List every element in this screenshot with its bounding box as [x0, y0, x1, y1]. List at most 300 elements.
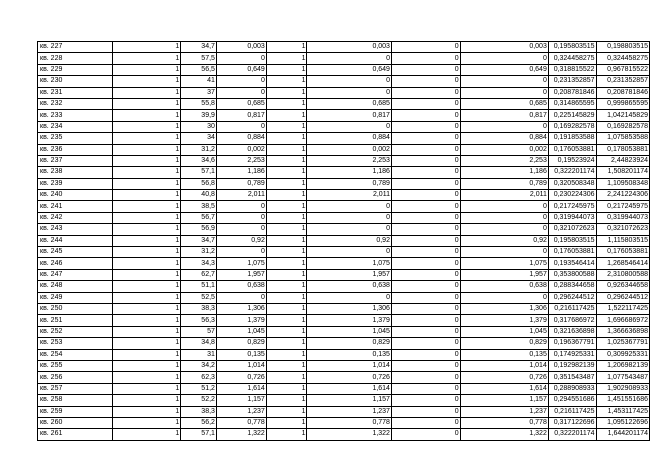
apartment-label-cell: кв. 251 — [38, 315, 113, 326]
apartment-label-cell: кв. 241 — [38, 201, 113, 212]
value-cell: 0,321072623 — [596, 224, 649, 235]
value-cell: 1 — [112, 121, 181, 132]
value-cell: 1,379 — [307, 315, 392, 326]
value-cell: 1 — [266, 224, 307, 235]
value-cell: 0 — [460, 247, 548, 258]
value-cell: 0 — [460, 212, 548, 223]
value-cell: 0 — [391, 281, 460, 292]
value-cell: 30 — [181, 121, 217, 132]
value-cell: 0 — [391, 144, 460, 155]
value-cell: 1,157 — [307, 395, 392, 406]
value-cell: 1 — [266, 121, 307, 132]
value-cell: 0,178053881 — [596, 144, 649, 155]
value-cell: 0 — [216, 247, 266, 258]
value-cell: 1 — [112, 429, 181, 440]
value-cell: 31 — [181, 349, 217, 360]
value-cell: 1 — [112, 212, 181, 223]
value-cell: 1 — [112, 326, 181, 337]
value-cell: 1,186 — [460, 167, 548, 178]
value-cell: 0,195803515 — [548, 235, 596, 246]
value-cell: 0,967815522 — [596, 64, 649, 75]
apartment-label-cell: кв. 247 — [38, 269, 113, 280]
value-cell: 1 — [266, 292, 307, 303]
value-cell: 0,19523924 — [548, 155, 596, 166]
value-cell: 2,011 — [216, 190, 266, 201]
value-cell: 0,778 — [307, 417, 392, 428]
value-cell: 1,186 — [307, 167, 392, 178]
value-cell: 0,884 — [460, 133, 548, 144]
value-cell: 1,115803515 — [596, 235, 649, 246]
apartment-label-cell: кв. 258 — [38, 395, 113, 406]
value-cell: 0,193546414 — [548, 258, 596, 269]
value-cell: 1 — [112, 360, 181, 371]
value-cell: 1 — [266, 76, 307, 87]
value-cell: 1,014 — [460, 360, 548, 371]
value-cell: 1,508201174 — [596, 167, 649, 178]
value-cell: 0 — [307, 292, 392, 303]
value-cell: 1 — [266, 53, 307, 64]
value-cell: 1,379 — [216, 315, 266, 326]
value-cell: 0 — [460, 201, 548, 212]
value-cell: 0 — [391, 87, 460, 98]
value-cell: 0,649 — [460, 64, 548, 75]
value-cell: 1 — [112, 292, 181, 303]
value-cell: 1 — [112, 303, 181, 314]
apartment-label-cell: кв. 234 — [38, 121, 113, 132]
value-cell: 0 — [391, 269, 460, 280]
value-cell: 0,135 — [307, 349, 392, 360]
value-cell: 1,522117425 — [596, 303, 649, 314]
value-cell: 1,045 — [307, 326, 392, 337]
table-row — [38, 395, 650, 406]
apartment-label-cell: кв. 236 — [38, 144, 113, 155]
value-cell: 0 — [391, 212, 460, 223]
value-cell: 1 — [266, 417, 307, 428]
value-cell: 0 — [307, 247, 392, 258]
value-cell: 1,237 — [460, 406, 548, 417]
table-row — [38, 224, 650, 235]
value-cell: 0 — [391, 98, 460, 109]
value-cell: 0,169282578 — [596, 121, 649, 132]
value-cell: 0 — [391, 258, 460, 269]
value-cell: 0,003 — [216, 42, 266, 53]
apartment-label-cell: кв. 237 — [38, 155, 113, 166]
table-row — [38, 429, 650, 440]
value-cell: 0 — [307, 224, 392, 235]
value-cell: 0 — [460, 121, 548, 132]
value-cell: 0,884 — [307, 133, 392, 144]
value-cell: 2,44823924 — [596, 155, 649, 166]
value-cell: 1 — [266, 144, 307, 155]
value-cell: 0,198803515 — [596, 42, 649, 53]
apartment-label-cell: кв. 253 — [38, 338, 113, 349]
apartment-label-cell: кв. 238 — [38, 167, 113, 178]
value-cell: 0 — [460, 53, 548, 64]
value-cell: 0,002 — [216, 144, 266, 155]
value-cell: 0 — [391, 326, 460, 337]
value-cell: 0,314865595 — [548, 98, 596, 109]
value-cell: 0,778 — [216, 417, 266, 428]
value-cell: 0,685 — [460, 98, 548, 109]
value-cell: 1,696686972 — [596, 315, 649, 326]
value-cell: 0,320508348 — [548, 178, 596, 189]
value-cell: 1,045 — [216, 326, 266, 337]
value-cell: 1,206982139 — [596, 360, 649, 371]
value-cell: 1 — [266, 372, 307, 383]
value-cell: 0,176053881 — [596, 247, 649, 258]
value-cell: 0,324458275 — [596, 53, 649, 64]
value-cell: 39,9 — [181, 110, 217, 121]
table-row — [38, 269, 650, 280]
table-row — [38, 53, 650, 64]
apartment-label-cell: кв. 228 — [38, 53, 113, 64]
value-cell: 1 — [112, 269, 181, 280]
value-cell: 0 — [216, 212, 266, 223]
apartment-label-cell: кв. 260 — [38, 417, 113, 428]
value-cell: 57 — [181, 326, 217, 337]
value-cell: 0 — [391, 110, 460, 121]
value-cell: 1 — [112, 53, 181, 64]
value-cell: 0 — [216, 201, 266, 212]
value-cell: 1,268546414 — [596, 258, 649, 269]
apartment-label-cell: кв. 245 — [38, 247, 113, 258]
value-cell: 0,817 — [460, 110, 548, 121]
value-cell: 52,2 — [181, 395, 217, 406]
value-cell: 34,8 — [181, 338, 217, 349]
value-cell: 31,2 — [181, 144, 217, 155]
value-cell: 0,92 — [216, 235, 266, 246]
value-cell: 1 — [112, 76, 181, 87]
value-cell: 0,322201174 — [548, 167, 596, 178]
table-row — [38, 190, 650, 201]
apartment-label-cell: кв. 244 — [38, 235, 113, 246]
table-row — [38, 98, 650, 109]
value-cell: 0 — [391, 349, 460, 360]
apartment-label-cell: кв. 252 — [38, 326, 113, 337]
value-cell: 0 — [391, 360, 460, 371]
value-cell: 1 — [112, 144, 181, 155]
value-cell: 0,217245975 — [548, 201, 596, 212]
value-cell: 0 — [216, 87, 266, 98]
apartment-label-cell: кв. 255 — [38, 360, 113, 371]
value-cell: 1 — [266, 406, 307, 417]
value-cell: 1,957 — [460, 269, 548, 280]
value-cell: 0,176053881 — [548, 247, 596, 258]
value-cell: 1,902908933 — [596, 383, 649, 394]
value-cell: 0 — [391, 315, 460, 326]
table-row — [38, 178, 650, 189]
value-cell: 1,077543487 — [596, 372, 649, 383]
value-cell: 1 — [112, 395, 181, 406]
value-cell: 1 — [112, 247, 181, 258]
apartment-label-cell: кв. 227 — [38, 42, 113, 53]
value-cell: 0 — [391, 133, 460, 144]
value-cell: 1,322 — [307, 429, 392, 440]
value-cell: 0,208781846 — [548, 87, 596, 98]
value-cell: 1 — [266, 212, 307, 223]
value-cell: 1,075 — [307, 258, 392, 269]
apartment-label-cell: кв. 250 — [38, 303, 113, 314]
apartment-label-cell: кв. 229 — [38, 64, 113, 75]
value-cell: 0,649 — [307, 64, 392, 75]
apartment-label-cell: кв. 249 — [38, 292, 113, 303]
value-cell: 41 — [181, 76, 217, 87]
value-cell: 1 — [266, 303, 307, 314]
table-row — [38, 144, 650, 155]
value-cell: 1,644201174 — [596, 429, 649, 440]
value-cell: 0,169282578 — [548, 121, 596, 132]
value-cell: 1,075 — [216, 258, 266, 269]
value-cell: 0,319944073 — [548, 212, 596, 223]
value-cell: 38,3 — [181, 406, 217, 417]
value-cell: 0 — [216, 121, 266, 132]
value-cell: 1,614 — [460, 383, 548, 394]
value-cell: 0 — [391, 190, 460, 201]
value-cell: 0,174925331 — [548, 349, 596, 360]
value-cell: 0,324458275 — [548, 53, 596, 64]
apartment-label-cell: кв. 231 — [38, 87, 113, 98]
value-cell: 0 — [307, 87, 392, 98]
value-cell: 34,3 — [181, 258, 217, 269]
value-cell: 0 — [391, 406, 460, 417]
value-cell: 2,253 — [460, 155, 548, 166]
value-cell: 1,237 — [307, 406, 392, 417]
value-cell: 1 — [112, 178, 181, 189]
apartment-data-table — [37, 41, 650, 441]
value-cell: 0 — [460, 87, 548, 98]
value-cell: 37 — [181, 87, 217, 98]
value-cell: 0 — [391, 224, 460, 235]
value-cell: 1 — [112, 383, 181, 394]
value-cell: 0,002 — [307, 144, 392, 155]
value-cell: 1,379 — [460, 315, 548, 326]
apartment-label-cell: кв. 232 — [38, 98, 113, 109]
value-cell: 1 — [266, 178, 307, 189]
value-cell: 56,5 — [181, 64, 217, 75]
value-cell: 1 — [266, 326, 307, 337]
value-cell: 0,309925331 — [596, 349, 649, 360]
value-cell: 2,253 — [307, 155, 392, 166]
value-cell: 1 — [266, 201, 307, 212]
value-cell: 1,109508348 — [596, 178, 649, 189]
table-row — [38, 326, 650, 337]
value-cell: 0,829 — [216, 338, 266, 349]
value-cell: 1,614 — [216, 383, 266, 394]
value-cell: 1 — [112, 281, 181, 292]
apartment-label-cell: кв. 261 — [38, 429, 113, 440]
value-cell: 52,5 — [181, 292, 217, 303]
value-cell: 1 — [266, 360, 307, 371]
table-row — [38, 212, 650, 223]
value-cell: 1,306 — [460, 303, 548, 314]
apartment-label-cell: кв. 233 — [38, 110, 113, 121]
value-cell: 0,351543487 — [548, 372, 596, 383]
value-cell: 0,288908933 — [548, 383, 596, 394]
value-cell: 1 — [266, 338, 307, 349]
value-cell: 1,306 — [216, 303, 266, 314]
value-cell: 0,002 — [460, 144, 548, 155]
value-cell: 1 — [266, 155, 307, 166]
value-cell: 1 — [112, 42, 181, 53]
table-row — [38, 349, 650, 360]
value-cell: 1,306 — [307, 303, 392, 314]
table-row — [38, 417, 650, 428]
value-cell: 0 — [391, 167, 460, 178]
table-row — [38, 406, 650, 417]
table-row — [38, 110, 650, 121]
value-cell: 0 — [216, 292, 266, 303]
value-cell: 1 — [112, 98, 181, 109]
apartment-label-cell: кв. 259 — [38, 406, 113, 417]
value-cell: 40,8 — [181, 190, 217, 201]
table-row — [38, 76, 650, 87]
value-cell: 0,829 — [460, 338, 548, 349]
value-cell: 1 — [112, 338, 181, 349]
value-cell: 0 — [391, 383, 460, 394]
value-cell: 1,045 — [460, 326, 548, 337]
value-cell: 1,453117425 — [596, 406, 649, 417]
value-cell: 0 — [307, 201, 392, 212]
value-cell: 0,176053881 — [548, 144, 596, 155]
apartment-label-cell: кв. 246 — [38, 258, 113, 269]
value-cell: 0,216117425 — [548, 406, 596, 417]
table-row — [38, 155, 650, 166]
table-body — [38, 42, 650, 441]
value-cell: 0,638 — [307, 281, 392, 292]
value-cell: 1 — [266, 167, 307, 178]
value-cell: 0,322201174 — [548, 429, 596, 440]
value-cell: 0 — [216, 53, 266, 64]
apartment-label-cell: кв. 256 — [38, 372, 113, 383]
value-cell: 1 — [266, 98, 307, 109]
value-cell: 0,296244512 — [596, 292, 649, 303]
value-cell: 1,451551686 — [596, 395, 649, 406]
table-row — [38, 383, 650, 394]
table-row — [38, 235, 650, 246]
value-cell: 0 — [216, 224, 266, 235]
table-row — [38, 42, 650, 53]
apartment-label-cell: кв. 257 — [38, 383, 113, 394]
value-cell: 0,789 — [216, 178, 266, 189]
value-cell: 38,5 — [181, 201, 217, 212]
value-cell: 0,225145829 — [548, 110, 596, 121]
value-cell: 0,92 — [460, 235, 548, 246]
value-cell: 1,322 — [460, 429, 548, 440]
value-cell: 0 — [460, 224, 548, 235]
value-cell: 0,003 — [307, 42, 392, 53]
value-cell: 0,191853588 — [548, 133, 596, 144]
value-cell: 0 — [460, 292, 548, 303]
value-cell: 1,366636898 — [596, 326, 649, 337]
value-cell: 1 — [266, 429, 307, 440]
apartment-label-cell: кв. 242 — [38, 212, 113, 223]
value-cell: 0,231352857 — [548, 76, 596, 87]
value-cell: 31,2 — [181, 247, 217, 258]
value-cell: 2,011 — [460, 190, 548, 201]
value-cell: 0,321636898 — [548, 326, 596, 337]
value-cell: 0,217245975 — [596, 201, 649, 212]
value-cell: 0,135 — [460, 349, 548, 360]
value-cell: 1,075853588 — [596, 133, 649, 144]
value-cell: 56,7 — [181, 212, 217, 223]
value-cell: 0,685 — [307, 98, 392, 109]
apartment-label-cell: кв. 243 — [38, 224, 113, 235]
value-cell: 2,310800588 — [596, 269, 649, 280]
value-cell: 1 — [112, 258, 181, 269]
apartment-label-cell: кв. 240 — [38, 190, 113, 201]
value-cell: 0 — [391, 201, 460, 212]
value-cell: 56,8 — [181, 178, 217, 189]
value-cell: 55,8 — [181, 98, 217, 109]
value-cell: 1,157 — [216, 395, 266, 406]
value-cell: 62,7 — [181, 269, 217, 280]
apartment-label-cell: кв. 230 — [38, 76, 113, 87]
table-row — [38, 247, 650, 258]
value-cell: 0,789 — [307, 178, 392, 189]
value-cell: 0,196367791 — [548, 338, 596, 349]
value-cell: 0,817 — [216, 110, 266, 121]
value-cell: 0 — [391, 417, 460, 428]
value-cell: 1,075 — [460, 258, 548, 269]
value-cell: 0 — [391, 64, 460, 75]
value-cell: 1,157 — [460, 395, 548, 406]
value-cell: 0 — [391, 372, 460, 383]
value-cell: 56,2 — [181, 417, 217, 428]
value-cell: 0,294551686 — [548, 395, 596, 406]
value-cell: 0,319944073 — [596, 212, 649, 223]
value-cell: 2,241224306 — [596, 190, 649, 201]
value-cell: 51,2 — [181, 383, 217, 394]
value-cell: 1,025367791 — [596, 338, 649, 349]
table-row — [38, 303, 650, 314]
value-cell: 1,042145829 — [596, 110, 649, 121]
value-cell: 0 — [391, 53, 460, 64]
value-cell: 1 — [266, 383, 307, 394]
value-cell: 1 — [266, 235, 307, 246]
value-cell: 57,5 — [181, 53, 217, 64]
value-cell: 0,003 — [460, 42, 548, 53]
value-cell: 1 — [266, 349, 307, 360]
value-cell: 0,829 — [307, 338, 392, 349]
value-cell: 1 — [112, 315, 181, 326]
value-cell: 1,095122696 — [596, 417, 649, 428]
value-cell: 1 — [266, 87, 307, 98]
value-cell: 34,6 — [181, 155, 217, 166]
value-cell: 1 — [266, 258, 307, 269]
value-cell: 0,726 — [216, 372, 266, 383]
value-cell: 1,322 — [216, 429, 266, 440]
value-cell: 1 — [112, 349, 181, 360]
value-cell: 0 — [391, 178, 460, 189]
value-cell: 62,3 — [181, 372, 217, 383]
table-row — [38, 338, 650, 349]
value-cell: 0 — [391, 292, 460, 303]
table-row — [38, 315, 650, 326]
table-row — [38, 64, 650, 75]
value-cell: 1 — [112, 64, 181, 75]
value-cell: 1,614 — [307, 383, 392, 394]
value-cell: 0,296244512 — [548, 292, 596, 303]
value-cell: 1 — [112, 372, 181, 383]
value-cell: 34 — [181, 133, 217, 144]
value-cell: 1 — [266, 315, 307, 326]
value-cell: 2,011 — [307, 190, 392, 201]
value-cell: 34,2 — [181, 360, 217, 371]
value-cell: 0,726 — [307, 372, 392, 383]
value-cell: 0,817 — [307, 110, 392, 121]
value-cell: 0,926344658 — [596, 281, 649, 292]
table-row — [38, 258, 650, 269]
